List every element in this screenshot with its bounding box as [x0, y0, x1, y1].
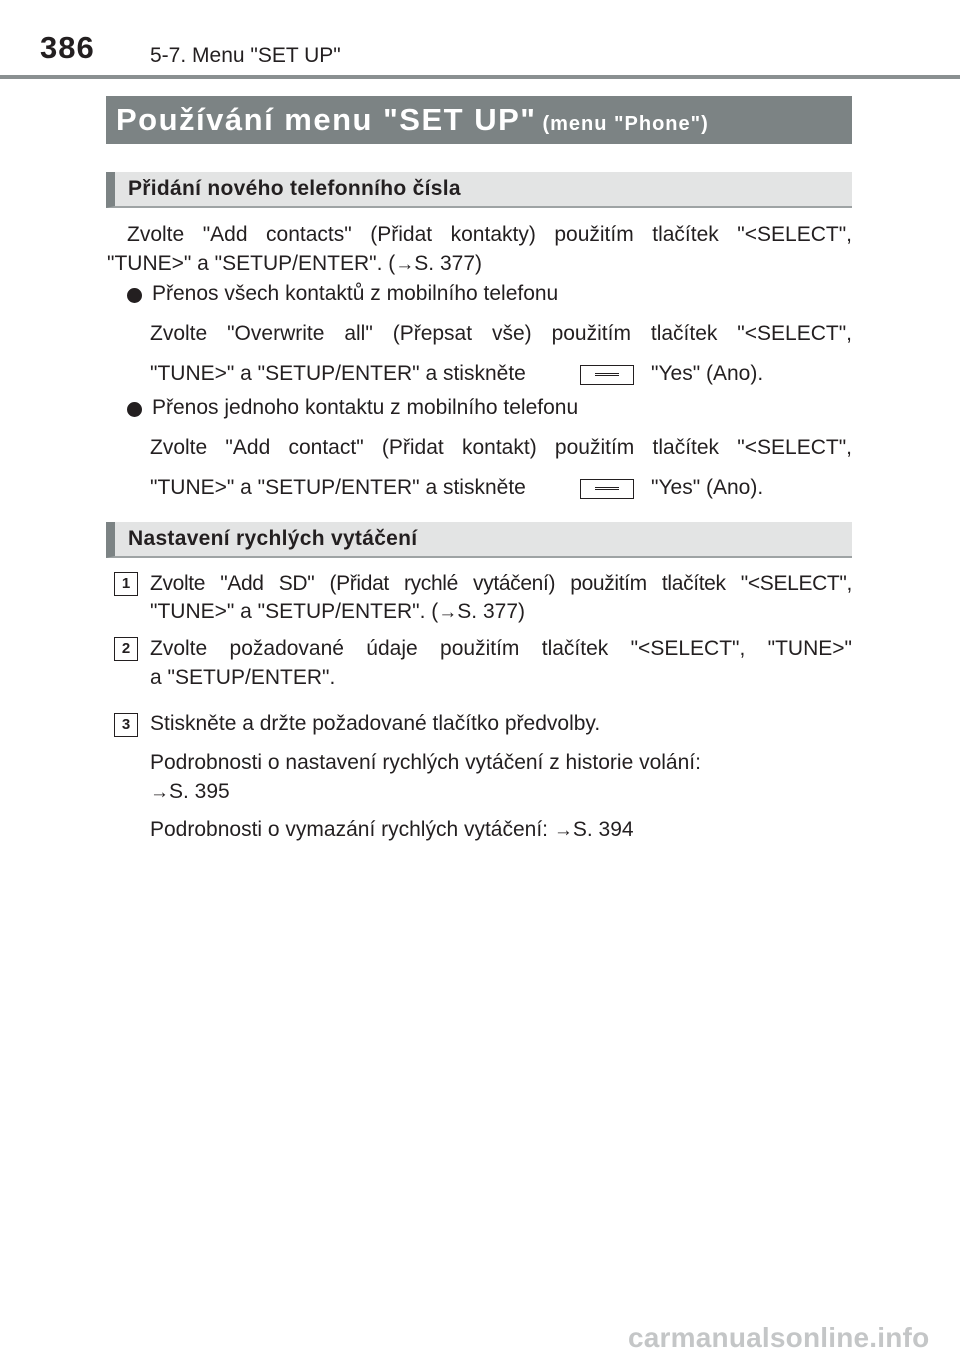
bullet-title: Přenos jednoho kontaktu z mobilního telefonu — [152, 396, 579, 419]
step-note-2-text: Podrobnosti o vymazání rychlých vytáčení: — [150, 818, 554, 841]
step-note-2-ref: S. 394 — [572, 818, 634, 841]
step-line-2-ref: S. 377) — [457, 600, 525, 623]
watermark: carmanualsonline.info — [628, 1322, 930, 1353]
bullet-title: Přenos všech kontaktů z mobilního telefonu — [152, 282, 559, 305]
page-header — [0, 0, 960, 80]
bullet-line-2: "TUNE>" a "SETUP/ENTER" a stiskněte — [150, 362, 526, 385]
step-line-1: Stiskněte a držte požadované tlačítko předvolby. — [150, 712, 601, 735]
bullet-line-1: Zvolte "Add contact" (Přidat kontakt) použitím tlačítek "<SELECT", — [150, 436, 852, 459]
step-number: 1 — [114, 572, 138, 596]
arrow-right-icon: → — [150, 782, 169, 803]
intro-line-2-ref: S. 377) — [414, 252, 482, 275]
bullet-icon — [127, 288, 142, 303]
section-heading-label: Nastavení rychlých vytáčení — [128, 527, 418, 550]
section-label: 5-7. Menu "SET UP" — [150, 44, 341, 67]
step-note-1-line-1: Podrobnosti o nastavení rychlých vytáčení z historie volání: — [150, 751, 701, 774]
step-number: 2 — [114, 637, 138, 661]
enter-key-icon — [580, 479, 634, 499]
bullet-icon — [127, 402, 142, 417]
step-note-1-line-2 — [150, 780, 230, 804]
enter-key-icon — [580, 365, 634, 385]
bullet-line-2: "TUNE>" a "SETUP/ENTER" a stiskněte — [150, 476, 526, 499]
intro-line-2-text: "TUNE>" a "SETUP/ENTER". ( — [107, 252, 396, 275]
bullet-line-1: Zvolte "Overwrite all" (Přepsat vše) použitím tlačítek "<SELECT", — [150, 322, 852, 345]
section-heading-speed-dial — [106, 522, 852, 558]
intro-line-2 — [107, 252, 482, 276]
bullet-line-2-end: "Yes" (Ano). — [651, 362, 764, 385]
step-note-1-ref: S. 395 — [169, 780, 230, 803]
bullet-line-2-end: "Yes" (Ano). — [651, 476, 764, 499]
step-note-2 — [150, 818, 634, 842]
page-number: 386 — [40, 30, 95, 65]
arrow-right-icon: → — [438, 602, 458, 623]
arrow-right-icon: → — [553, 820, 573, 841]
page-title — [116, 102, 709, 138]
page-title-main: Používání menu "SET UP" — [116, 102, 537, 137]
page-title-bar — [106, 96, 852, 144]
section-heading-label: Přidání nového telefonního čísla — [128, 177, 461, 200]
section-heading-new-number — [106, 172, 852, 208]
intro-line-1: Zvolte "Add contacts" (Přidat kontakty) použitím tlačítek "<SELECT", — [127, 223, 852, 246]
header-divider — [0, 75, 960, 79]
step-line-1: Zvolte "Add SD" (Přidat rychlé vytáčení) použitím tlačítek "<SELECT", — [150, 572, 852, 595]
step-line-1: Zvolte požadované údaje použitím tlačítek "<SELECT", "TUNE>" — [150, 637, 852, 660]
page-title-sub: (menu "Phone") — [542, 113, 709, 135]
step-line-2 — [150, 600, 525, 624]
step-line-2-text: "TUNE>" a "SETUP/ENTER". ( — [150, 600, 439, 623]
step-line-2: a "SETUP/ENTER". — [150, 666, 336, 689]
step-number: 3 — [114, 713, 138, 737]
arrow-right-icon: → — [395, 254, 415, 275]
